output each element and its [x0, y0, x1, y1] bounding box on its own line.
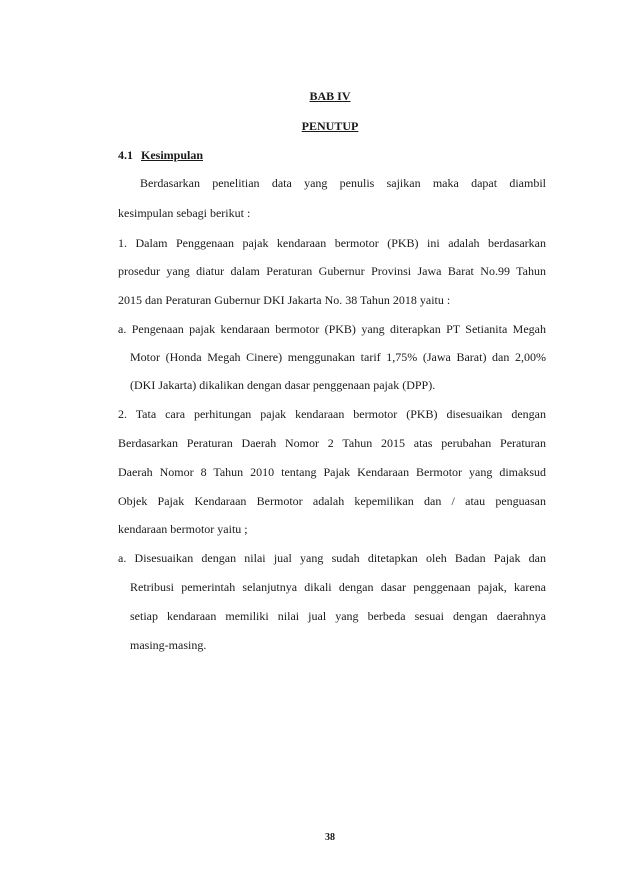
chapter-title: PENUTUP — [301, 119, 359, 133]
list-item-line: kendaraan bermotor yaitu ; — [118, 522, 248, 536]
sub-item-line: (DKI Jakarta) dikalikan dengan dasar penggenaan pajak (DPP). — [130, 378, 436, 392]
sub-item-line: setiap kendaraan memiliki nilai jual yang berbeda sesuai dengan daerahnya — [130, 609, 546, 623]
paragraph-line: Berdasarkan penelitian data yang penulis sajikan maka dapat diambil — [140, 176, 546, 190]
list-item-line: prosedur yang diatur dalam Peraturan Gubernur Provinsi Jawa Barat No.99 Tahun — [118, 264, 546, 278]
list-item-line: 2. Tata cara perhitungan pajak kendaraan bermotor (PKB) disesuaikan dengan — [118, 407, 546, 421]
paragraph-line: kesimpulan sebagi berikut : — [118, 206, 251, 220]
sub-item-line: Motor (Honda Megah Cinere) menggunakan tarif 1,75% (Jawa Barat) dan 2,00% — [130, 350, 546, 364]
page-number: 38 — [325, 832, 335, 843]
chapter-number: BAB IV — [309, 89, 351, 103]
section-number: 4.1 — [118, 148, 133, 162]
section-title: Kesimpulan — [141, 148, 204, 162]
sub-item-line: a. Disesuaikan dengan nilai jual yang sudah ditetapkan oleh Badan Pajak dan — [118, 551, 546, 565]
sub-item-line: a. Pengenaan pajak kendaraan bermotor (PKB) yang diterapkan PT Setianita Megah — [118, 322, 546, 336]
sub-item-line: masing-masing. — [130, 638, 207, 652]
list-item-line: 1. Dalam Penggenaan pajak kendaraan bermotor (PKB) ini adalah berdasarkan — [118, 236, 546, 250]
list-item-line: Daerah Nomor 8 Tahun 2010 tentang Pajak Kendaraan Bermotor yang dimaksud — [118, 465, 546, 479]
list-item-line: 2015 dan Peraturan Gubernur DKI Jakarta No. 38 Tahun 2018 yaitu : — [118, 293, 451, 307]
list-item-line: Berdasarkan Peraturan Daerah Nomor 2 Tahun 2015 atas perubahan Peraturan — [118, 436, 546, 450]
section-heading — [118, 148, 203, 163]
sub-item-line: Retribusi pemerintah selanjutnya dikali dengan dasar penggenaan pajak, karena — [130, 580, 546, 594]
list-item-line: Objek Pajak Kendaraan Bermotor adalah kepemilikan dan / atau penguasan — [118, 494, 546, 508]
